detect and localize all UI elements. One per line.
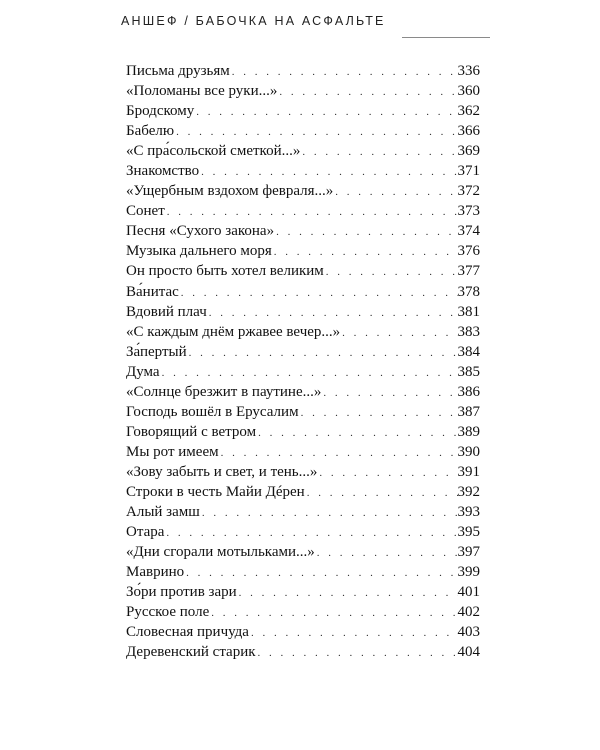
toc-entry xyxy=(126,642,480,662)
toc-entry-title: Деревенский старик xyxy=(126,644,256,661)
toc-entry-page: 371 xyxy=(457,163,480,180)
dot-leader xyxy=(277,82,457,102)
toc-entry-page: 369 xyxy=(457,143,480,160)
dot-leader xyxy=(256,643,458,663)
toc-entry-title: Музыка дальнего моря xyxy=(126,243,272,260)
dot-leader xyxy=(209,603,457,623)
dot-leader xyxy=(333,182,457,202)
toc-entry xyxy=(126,542,480,562)
toc-entry xyxy=(126,201,480,221)
toc-entry-title: «Поломаны все руки...» xyxy=(126,83,278,100)
toc-entry xyxy=(126,582,480,602)
toc-entry xyxy=(126,221,480,241)
toc-entry-page: 378 xyxy=(457,283,480,300)
header-rule xyxy=(402,37,490,38)
toc-entry xyxy=(126,602,480,622)
dot-leader xyxy=(256,423,457,443)
toc-entry-title: Мы рот имеем xyxy=(126,443,219,460)
toc-entry xyxy=(126,241,480,261)
toc-entry xyxy=(126,442,480,462)
dot-leader xyxy=(187,343,458,363)
toc-entry-title: «Солнце брезжит в паутине...» xyxy=(126,383,322,400)
toc-entry-title: Строки в честь Майи Дéрен xyxy=(126,483,305,500)
dot-leader xyxy=(321,383,457,403)
toc-entry-title: Песня «Сухого закона» xyxy=(126,223,275,240)
toc-entry xyxy=(126,61,480,81)
toc-entry-page: 395 xyxy=(457,524,480,541)
toc-entry-page: 384 xyxy=(457,343,480,360)
toc-entry-page: 403 xyxy=(457,624,480,641)
dot-leader xyxy=(207,303,458,323)
toc-entry-title: «Дни сгорали мотыльками...» xyxy=(126,544,315,561)
toc-entry-title: Русское поле xyxy=(126,604,210,621)
toc-entry xyxy=(126,362,480,382)
toc-entry-title: За́пертый xyxy=(126,343,187,360)
toc-entry-page: 390 xyxy=(457,443,480,460)
dot-leader xyxy=(219,443,458,463)
dot-leader xyxy=(164,523,457,543)
toc-entry-title: Вдовий плач xyxy=(126,303,207,320)
dot-leader xyxy=(174,122,457,142)
toc-entry-page: 387 xyxy=(457,403,480,420)
toc-entry-page: 373 xyxy=(457,203,480,220)
toc-entry-page: 383 xyxy=(457,323,480,340)
dot-leader xyxy=(165,202,458,222)
toc-entry-title: Дума xyxy=(126,363,160,380)
toc-entry-page: 397 xyxy=(457,544,480,561)
dot-leader xyxy=(317,463,457,483)
toc-entry xyxy=(126,342,480,362)
toc-entry-page: 393 xyxy=(457,504,480,521)
dot-leader xyxy=(200,503,458,523)
toc-entry-title: Письма друзьям xyxy=(126,63,230,79)
toc-entry xyxy=(126,302,480,322)
toc-entry-title: Словесная причуда xyxy=(126,624,249,641)
toc-entry-title: Сонет xyxy=(126,203,165,220)
toc-entry xyxy=(126,261,480,281)
toc-entry xyxy=(126,181,480,201)
toc-entry xyxy=(126,402,480,422)
dot-leader xyxy=(184,563,457,583)
toc-entry-page: 391 xyxy=(457,463,480,480)
toc-entry-page: 381 xyxy=(457,303,480,320)
toc-entry xyxy=(126,482,480,502)
toc-entry xyxy=(126,422,480,442)
dot-leader xyxy=(199,162,457,182)
toc-entry-title: Бродскому xyxy=(126,103,195,120)
running-head: АНШЕФ / БАБОЧКА НА АСФАЛЬТЕ xyxy=(121,14,386,28)
toc-entry xyxy=(126,562,480,582)
toc-entry xyxy=(126,101,480,121)
toc-entry-page: 402 xyxy=(457,604,480,621)
toc-entry-page: 374 xyxy=(457,223,480,240)
dot-leader xyxy=(249,623,458,643)
toc-entry-page: 386 xyxy=(457,383,480,400)
toc-entry xyxy=(126,282,480,302)
toc-entry-page: 377 xyxy=(457,263,480,280)
toc-entry-title: Он просто быть хотел великим xyxy=(126,263,324,280)
toc-entry xyxy=(126,141,480,161)
toc-entry-page: 404 xyxy=(457,644,480,661)
dot-leader xyxy=(299,403,458,423)
dot-leader xyxy=(315,543,458,563)
toc-entry xyxy=(126,161,480,181)
table-of-contents xyxy=(126,61,480,662)
toc-entry-page: 385 xyxy=(457,363,480,380)
toc-entry-page: 399 xyxy=(457,564,480,581)
toc-entry-title: «Ущербным вздохом февраля...» xyxy=(126,183,334,200)
toc-entry-title: «С каждым днём ржавее вечер...» xyxy=(126,323,341,340)
toc-entry xyxy=(126,382,480,402)
toc-entry xyxy=(126,622,480,642)
toc-entry-title: Маврино xyxy=(126,564,185,581)
dot-leader xyxy=(324,262,458,282)
toc-entry-title: «Зову забыть и свет, и тень...» xyxy=(126,463,318,480)
toc-entry-title: Говорящий с ветром xyxy=(126,423,257,440)
dot-leader xyxy=(237,583,458,603)
toc-entry-title: Бабелю xyxy=(126,123,175,140)
dot-leader xyxy=(160,363,458,383)
dot-leader xyxy=(274,222,457,242)
toc-entry-page: 372 xyxy=(457,183,480,200)
toc-entry xyxy=(126,81,480,101)
toc-entry-title: Господь вошёл в Ерусалим xyxy=(126,403,299,420)
toc-entry-page: 366 xyxy=(457,123,480,140)
dot-leader xyxy=(179,283,458,303)
dot-leader xyxy=(340,323,457,343)
dot-leader xyxy=(300,142,457,162)
toc-entry-title: Зо́ри против зари xyxy=(126,584,237,601)
toc-entry-page: 336 xyxy=(457,63,480,79)
toc-entry-title: Алый замш xyxy=(126,504,200,521)
toc-entry xyxy=(126,462,480,482)
toc-entry-page: 362 xyxy=(457,103,480,120)
toc-entry xyxy=(126,522,480,542)
toc-entry-title: Ва́нитас xyxy=(126,283,179,300)
toc-entry-page: 360 xyxy=(457,83,480,100)
dot-leader xyxy=(230,62,458,82)
toc-entry-page: 392 xyxy=(457,483,480,500)
toc-entry-page: 401 xyxy=(457,584,480,601)
toc-entry-page: 376 xyxy=(457,243,480,260)
toc-entry xyxy=(126,121,480,141)
dot-leader xyxy=(272,242,458,262)
toc-entry-page: 389 xyxy=(457,423,480,440)
toc-entry-title: «С пра́сольской сметкой...» xyxy=(126,143,301,160)
toc-entry-title: Знакомство xyxy=(126,163,200,180)
toc-entry-title: Отара xyxy=(126,524,165,541)
toc-entry xyxy=(126,322,480,342)
dot-leader xyxy=(194,102,457,122)
dot-leader xyxy=(305,483,458,503)
toc-entry xyxy=(126,502,480,522)
